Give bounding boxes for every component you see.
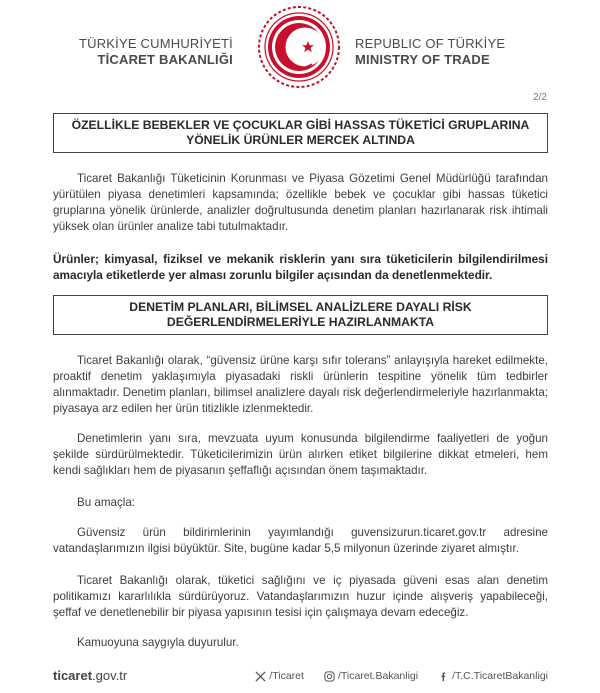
x-logo-icon — [255, 671, 266, 682]
closing-line: Kamuoyuna saygıyla duyurulur. — [77, 636, 239, 649]
facebook-handle: /T.C.TicaretBakanligi — [452, 670, 548, 682]
section-heading-2-line1: DENETİM PLANLARI, BİLİMSEL ANALİZLERE DAYALI RİSK — [129, 300, 472, 314]
country-name-en: REPUBLIC OF TÜRKİYE — [355, 36, 506, 51]
paragraph: Bu amaçla: — [77, 496, 135, 509]
section-heading-2-line2: DEĞERLENDİRMELERİYLE HAZIRLANMAKTA — [166, 315, 435, 329]
x-handle: /Ticaret — [269, 670, 304, 682]
crescent-star-emblem-icon — [256, 4, 342, 90]
instagram-icon — [324, 671, 335, 682]
ministry-name-tr: TİCARET BAKANLIĞI — [97, 52, 233, 67]
bold-paragraph: Ürünler; kimyasal, fiziksel ve mekanik risklerin yanı sıra tüketicilerin bilgilendirilmesi amacıyla etiketlerde yer alması zorunlu bilgiler açısından da denetlenmektedir. — [53, 252, 548, 282]
document-body — [53, 113, 548, 651]
country-name-tr: TÜRKİYE CUMHURİYETİ — [78, 36, 233, 51]
website-link[interactable] — [53, 668, 127, 683]
paragraph: Ticaret Bakanlığı olarak, tüketici sağlığını ve iç piyasada güveni esas alan denetim politikamızı kararlılıkla sürdürüyoruz. Vatandaşlarımızın huzur içinde alışveriş yapabileceği, şeffaf ve denetlenebilir bir piyasa yapısının tesisi için çalışmaya devam edeceğiz. — [53, 574, 548, 619]
paragraph: Ticaret Bakanlığı olarak, “güvensiz ürüne karşı sıfır tolerans” anlayışıyla hareket edilmekte, proaktif denetim yaklaşımıyla piyasadaki riskli ürünlerin tespitine yönelik tüm tedbirler alınmaktadır. Denetim planları, bilimsel analizlere dayalı risk değerlendirmeleriyle hazırlanmakta; piyasaya arz edilen her ürün titizlikle izlenmektedir. — [53, 354, 548, 415]
page-number: 2/2 — [533, 92, 547, 103]
instagram-link[interactable] — [324, 670, 418, 682]
social-links — [255, 670, 548, 682]
website-bold: ticaret — [53, 668, 93, 683]
ministry-name-en: MINISTRY OF TRADE — [355, 52, 490, 67]
letterhead — [0, 0, 600, 90]
paragraph: Denetimlerin yanı sıra, mevzuata uyum konusunda bilgilendirme faaliyetleri de yoğun şekilde sürdürülmektedir. Tüketicilerimizin ürün alırken etiket bilgilerine dikkat etmeleri, hem kendi sağlıkları hem de piyasanın şeffaflığı açısından önem taşımaktadır. — [53, 432, 548, 477]
letterhead-turkish — [79, 36, 233, 68]
facebook-icon — [438, 671, 449, 682]
paragraph: Güvensiz ürün bildirimlerinin yayımlandığı guvensizurun.ticaret.gov.tr adresine vatandaşlarımızın ilgisi büyüktür. Site, bugüne kadar 5,5 milyonun üzerinde ziyaret almıştır. — [53, 526, 548, 555]
website-rest: .gov.tr — [92, 668, 128, 683]
section-heading-1-line1: ÖZELLİKLE BEBEKLER VE ÇOCUKLAR GİBİ HASSAS TÜKETİCİ GRUPLARINA — [71, 118, 530, 132]
section-heading-1-line2: YÖNELİK ÜRÜNLER MERCEK ALTINDA — [186, 133, 415, 147]
facebook-link[interactable] — [438, 670, 548, 682]
paragraph: Ticaret Bakanlığı Tüketicinin Korunması ve Piyasa Gözetimi Genel Müdürlüğü tarafından yürütülen piyasa denetimleri kapsamında; özellikle bebek ve çocuklar gibi hassas tüketici gruplarına yönelik ürünlerde, analizler doğrultusunda denetim planları hazırlanarak risk ihtimali yüksek olan ürünler analize tabi tutulmaktadır. — [53, 172, 548, 233]
x-link[interactable] — [255, 670, 304, 682]
footer — [53, 668, 548, 686]
section-heading-2 — [53, 295, 548, 335]
section-heading-1 — [53, 113, 548, 153]
letterhead-english — [355, 36, 505, 68]
instagram-handle: /Ticaret.Bakanligi — [337, 670, 419, 682]
